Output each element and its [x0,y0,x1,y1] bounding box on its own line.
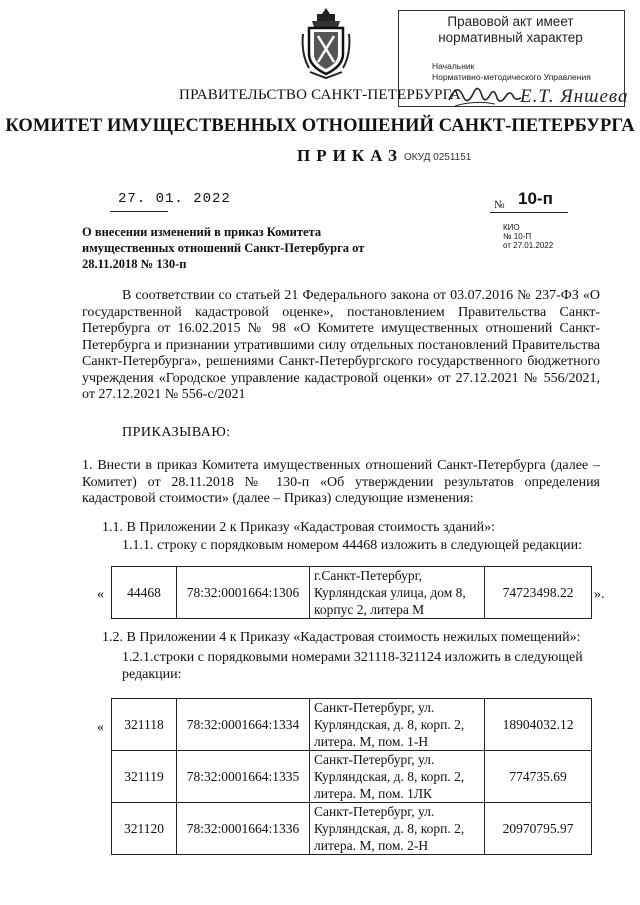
stamp-role-line2: Нормативно-методического Управления [432,72,591,82]
reg-line1: КИО [503,223,520,232]
number-underline [490,212,568,213]
reg-line2: № 10-П [503,232,532,241]
signature-name: Е.Т. Яншева [520,86,629,107]
okud-code: ОКУД 0251151 [404,152,472,163]
cell-address: г.Санкт-Петербург, Курляндская улица, дом 8, корпус 2, литера М [310,567,485,619]
item-1: 1. Внести в приказ Комитета имущественных отношений Санкт-Петербурга (далее – Комитет) от 28.11.2018 № 130-п «Об утверждении результатов определения кадастровой стоимости» (далее – Приказ) следующие изменения: [82,458,600,506]
number-sign: № [494,199,505,211]
reg-line3: от 27.01.2022 [503,241,554,250]
document-type-title: ПРИКАЗ [297,146,403,165]
table-nonresidential [111,698,592,855]
stamp-title-line2: нормативный характер [438,30,583,45]
cell-cadastral-number: 78:32:0001664:1335 [177,751,310,803]
cell-cadastral-value: 774735.69 [485,751,592,803]
date-underline [110,211,168,212]
coat-of-arms-emblem [300,6,352,82]
cell-cadastral-number: 78:32:0001664:1306 [177,567,310,619]
cell-cadastral-number: 78:32:0001664:1334 [177,699,310,751]
cell-address: Санкт-Петербург, ул. Курляндская, д. 8, корп. 2, литера. М, пом. 2-Н [310,803,485,855]
table1-open-quote: « [97,587,104,602]
stamp-role-line1: Начальник [432,61,475,71]
order-subject: О внесении изменений в приказ Комитета имущественных отношений Санкт-Петербурга от 28.11.2018 № 130-п [82,225,365,271]
stamp-title-line1: Правовой акт имеет [447,14,574,29]
item-1-1: 1.1. В Приложении 2 к Приказу «Кадастровая стоимость зданий»: [102,520,496,535]
normative-stamp-title [398,14,623,46]
cell-address: Санкт-Петербург, ул. Курляндская, д. 8, корп. 2, литера. М, пом. 1ЛК [310,751,485,803]
cell-row-number: 44468 [112,567,177,619]
cell-cadastral-value: 18904032.12 [485,699,592,751]
item-1-2-1: 1.2.1.строки с порядковыми номерами 321118-321124 изложить в следующей редакции: [122,650,583,682]
order-date: 27. 01. 2022 [118,191,231,207]
cell-row-number: 321119 [112,751,177,803]
table-row [112,699,592,751]
cell-cadastral-number: 78:32:0001664:1336 [177,803,310,855]
order-number: 10-п [518,189,553,208]
cell-cadastral-value: 74723498.22 [485,567,592,619]
government-heading: ПРАВИТЕЛЬСТВО САНКТ-ПЕТЕРБУРГА [179,87,461,103]
item-1-1-1: 1.1.1. строку с порядковым номером 44468 изложить в следующей редакции: [122,538,583,553]
cell-row-number: 321120 [112,803,177,855]
table-row [112,803,592,855]
committee-heading: КОМИТЕТ ИМУЩЕСТВЕННЫХ ОТНОШЕНИЙ САНКТ-ПЕТЕРБУРГА [5,116,635,136]
table-row [112,567,592,619]
cell-address: Санкт-Петербург, ул. Курляндская, д. 8, корп. 2, литера. М, пом. 1-Н [310,699,485,751]
registration-stamp [503,223,563,250]
cell-row-number: 321118 [112,699,177,751]
item-1-2: 1.2. В Приложении 4 к Приказу «Кадастровая стоимость нежилых помещений»: [102,630,581,645]
cell-cadastral-value: 20970795.97 [485,803,592,855]
table2-open-quote: « [97,720,104,735]
table-row [112,751,592,803]
order-keyword: ПРИКАЗЫВАЮ: [122,425,231,440]
preamble-paragraph: В соответствии со статьей 21 Федерального закона от 03.07.2016 № 237-ФЗ «О государственной кадастровой оценке», постановлением Правительства Санкт-Петербурга от 16.02.2015 № 98 «О Комитете имущественных отношений Санкт-Петербурга и признании утратившими силу отдельных постановлений Правительства Санкт-Петербурга», решениями Санкт-Петербургского государственного бюджетного учреждения «Городское управление кадастровой оценки» от 27.12.2021 № 556/2021, от 27.12.2021 № 556-с/2021 [82,288,600,402]
table-buildings [111,566,592,619]
table1-close-quote: ». [594,587,605,602]
